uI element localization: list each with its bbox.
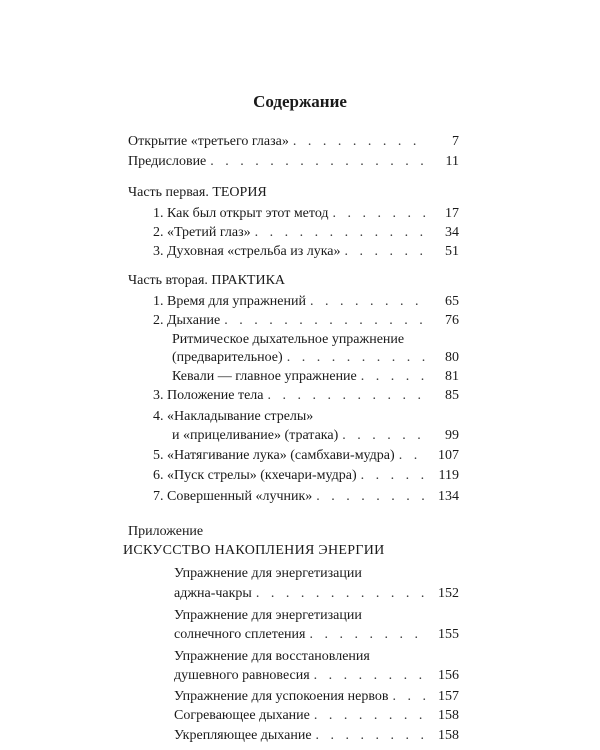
leader-dots	[361, 467, 427, 485]
toc-entry-page: 7	[452, 134, 459, 149]
toc-entry-text: душевного равновесия	[174, 668, 310, 683]
toc-entry-page: 65	[445, 294, 459, 309]
leader-dots	[345, 243, 427, 261]
appendix-label: Приложение	[128, 524, 204, 539]
toc-entry-text: Упражнение для энергетизации	[174, 608, 362, 623]
toc-entry-page: 158	[438, 708, 459, 723]
toc-entry-page: 80	[445, 350, 459, 365]
toc-entry-text: 3. Духовная «стрельба из лука»	[153, 244, 341, 259]
toc-entry-text: Ритмическое дыхательное упражнение	[172, 332, 405, 347]
toc-entry-page: 119	[438, 468, 459, 483]
toc-entry-page: 107	[438, 448, 459, 463]
leader-dots	[287, 349, 427, 367]
toc-entry[interactable]	[153, 385, 459, 405]
toc-entry[interactable]	[174, 646, 459, 666]
toc-entry-text: Укрепляющее дыхание	[174, 728, 312, 743]
toc-entry-page: 17	[445, 206, 459, 221]
toc-entry-page: 85	[445, 388, 459, 403]
toc-entry[interactable]	[174, 583, 459, 603]
toc-entry-text: 6. «Пуск стрелы» (кхечари-мудра)	[153, 468, 357, 483]
toc-entry-page: 156	[438, 668, 459, 683]
leader-dots	[342, 427, 427, 445]
toc-entry-text: 3. Положение тела	[153, 388, 264, 403]
leader-dots	[293, 133, 427, 151]
part-two-heading: Часть вторая. ПРАКТИКА	[128, 273, 286, 288]
leader-dots	[399, 447, 427, 465]
toc-entry-text: 1. Время для упражнений	[153, 294, 306, 309]
toc-entry-page: 81	[445, 369, 459, 384]
toc-entry-page: 155	[438, 627, 459, 642]
toc-entry-page: 34	[445, 225, 459, 240]
toc-entry-text: Кевали — главное упражнение	[172, 369, 357, 384]
toc-entry-page: 11	[445, 154, 459, 169]
toc-entry-text: Упражнение для успокоения нервов	[174, 689, 389, 704]
toc-entry-text: 2. «Третий глаз»	[153, 225, 251, 240]
toc-entry[interactable]	[174, 705, 459, 725]
leader-dots	[316, 488, 427, 506]
toc-entry-page: 76	[445, 313, 459, 328]
toc-entry[interactable]	[153, 465, 459, 485]
toc-entry-text: 7. Совершенный «лучник»	[153, 489, 313, 504]
toc-entry[interactable]	[153, 291, 459, 311]
leader-dots	[314, 667, 427, 685]
toc-entry[interactable]	[172, 347, 459, 367]
toc-entry-text: Предисловие	[128, 154, 207, 169]
toc-entry-text: Упражнение для восстановления	[174, 649, 370, 664]
toc-entry-page: 51	[445, 244, 459, 259]
toc-entry-text: 4. «Накладывание стрелы»	[153, 409, 314, 424]
toc-entry-text: и «прицеливание» (тратака)	[172, 428, 339, 443]
leader-dots	[224, 312, 427, 330]
toc-entry[interactable]	[153, 445, 459, 465]
appendix-heading: ИСКУССТВО НАКОПЛЕНИЯ ЭНЕРГИИ	[123, 543, 385, 558]
toc-entry-page: 134	[438, 489, 459, 504]
leader-dots	[310, 293, 427, 311]
toc-entry[interactable]	[153, 486, 459, 506]
toc-entry-text: (предварительное)	[172, 350, 283, 365]
part-one-heading: Часть первая. ТЕОРИЯ	[128, 185, 267, 200]
leader-dots	[333, 205, 427, 223]
toc-entry-page: 99	[445, 428, 459, 443]
toc-entry-page: 152	[438, 586, 459, 601]
toc-entry[interactable]	[174, 665, 459, 685]
toc-entry[interactable]	[174, 725, 459, 745]
toc-entry[interactable]	[172, 329, 459, 349]
toc-entry-text: солнечного сплетения	[174, 627, 306, 642]
leader-dots	[361, 368, 427, 386]
leader-dots	[316, 727, 427, 745]
toc-entry[interactable]	[153, 310, 459, 330]
toc-entry[interactable]	[153, 203, 459, 223]
leader-dots	[210, 153, 427, 171]
toc-entry[interactable]	[172, 425, 459, 445]
leader-dots	[268, 387, 428, 405]
toc-entry-page: 158	[438, 728, 459, 743]
toc-entry[interactable]	[128, 131, 459, 151]
toc-entry[interactable]	[174, 624, 459, 644]
toc-entry[interactable]	[172, 366, 459, 386]
toc-entry[interactable]	[128, 151, 459, 171]
page-title: Содержание	[253, 92, 347, 111]
leader-dots	[314, 707, 427, 725]
toc-entry-page: 157	[438, 689, 459, 704]
toc-entry-text: Упражнение для энергетизации	[174, 566, 362, 581]
toc-entry[interactable]	[153, 222, 459, 242]
toc-entry-text: 5. «Натягивание лука» (самбхави-мудра)	[153, 448, 395, 463]
leader-dots	[255, 224, 427, 242]
toc-entry-text: Согревающее дыхание	[174, 708, 310, 723]
leader-dots	[309, 626, 427, 644]
toc-entry-text: 1. Как был открыт этот метод	[153, 206, 329, 221]
toc-entry[interactable]	[153, 241, 459, 261]
toc-entry-text: Открытие «третьего глаза»	[128, 134, 289, 149]
toc-entry-text: 2. Дыхание	[153, 313, 221, 328]
toc-entry[interactable]	[174, 563, 459, 583]
toc-entry-text: аджна-чакры	[174, 586, 252, 601]
leader-dots	[392, 688, 427, 706]
toc-entry[interactable]	[174, 686, 459, 706]
leader-dots	[256, 585, 427, 603]
toc-entry[interactable]	[174, 605, 459, 625]
toc-entry[interactable]	[153, 406, 459, 426]
